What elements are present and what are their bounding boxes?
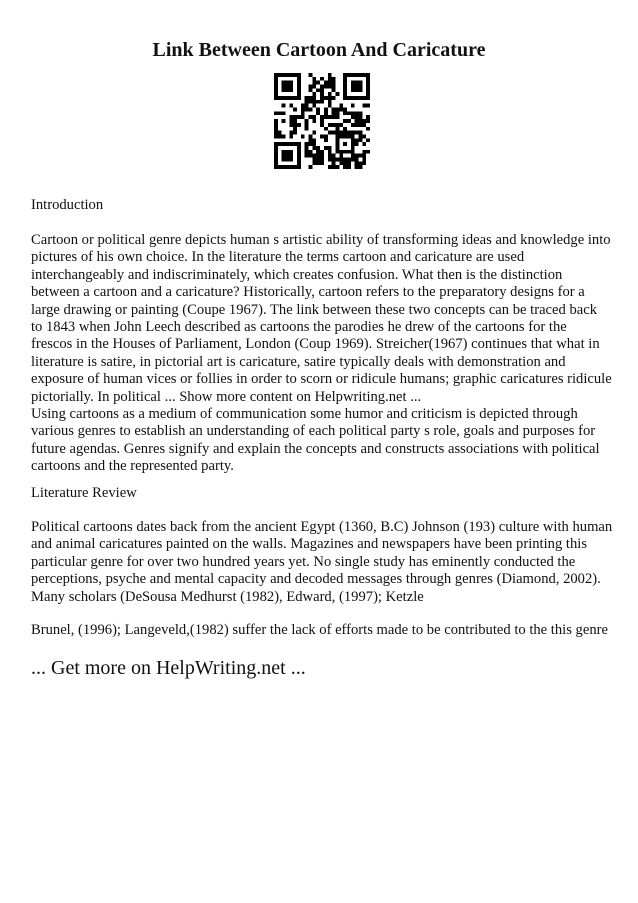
text-line: Brunel, (1996); Langeveld,(1982) suffer the lack of efforts made to be contributed to the this genre	[31, 622, 608, 638]
text-line: various genres to establish an understanding of each political party s role, goals and purposes for	[31, 423, 596, 440]
literature-review-paragraph-1	[31, 519, 613, 606]
text-line: interchangeably and indiscriminately, which creates confusion. What then is the distinction	[31, 266, 563, 283]
text-line: large drawing or painting (Coupe 1967). The link between these two concepts can be traced back	[31, 301, 597, 318]
text-line: literature is satire, in pictorial art is caricature, satire typically deals with demonstration and	[31, 353, 566, 370]
introduction-paragraph-1	[31, 232, 612, 476]
text-line: pictorially. In political ... Show more content on Helpwriting.net ...	[31, 388, 422, 405]
literature-review-paragraph-2	[31, 622, 607, 639]
text-line: exposure of human vices or follies in order to scorn or ridicule humans; graphic caricatures ridicule	[31, 371, 612, 388]
qr-code-icon	[274, 73, 370, 169]
text-line: Using cartoons as a medium of communication some humor and criticism is depicted through	[31, 406, 578, 423]
text-line: to 1843 when John Leech described as cartoons the parodies he drew of the cartoons for the	[31, 319, 567, 336]
literature-review-heading: Literature Review	[31, 485, 137, 501]
text-line: and animal caricatures painted on the walls. Magazines and newspapers have been printing this	[31, 536, 587, 553]
text-line: pictures of his own choice. In the literature the terms cartoon and caricature are used	[31, 249, 525, 266]
text-line: Cartoon or political genre depicts human s artistic ability of transforming ideas and knowledge into	[31, 232, 611, 248]
text-line: cartoons and the represented party.	[31, 458, 234, 475]
text-line: perceptions, psyche and mental capacity and decoded messages through genres (Diamond, 2002).	[31, 571, 601, 588]
page-title: Link Between Cartoon And Caricature	[152, 39, 486, 61]
introduction-heading: Introduction	[31, 197, 104, 213]
get-more-link[interactable]: ... Get more on HelpWriting.net ...	[31, 657, 306, 679]
text-line: Many scholars (DeSousa Medhurst (1982), Edward, (1997); Ketzle	[31, 588, 424, 605]
text-line: between a cartoon and a caricature? Historically, cartoon refers to the preparatory designs for a	[31, 284, 585, 301]
text-line: frescos in the Houses of Parliament, London (Coup 1969). Streicher(1967) continues that what in	[31, 336, 600, 353]
text-line: future agendas. Genres signify and explain the concepts and constructs associations with political	[31, 440, 600, 457]
text-line: particular genre for over two hundred years yet. No single study has eminently conducted the	[31, 553, 576, 570]
text-line: Political cartoons dates back from the ancient Egypt (1360, B.C) Johnson (193) culture with human	[31, 519, 613, 535]
